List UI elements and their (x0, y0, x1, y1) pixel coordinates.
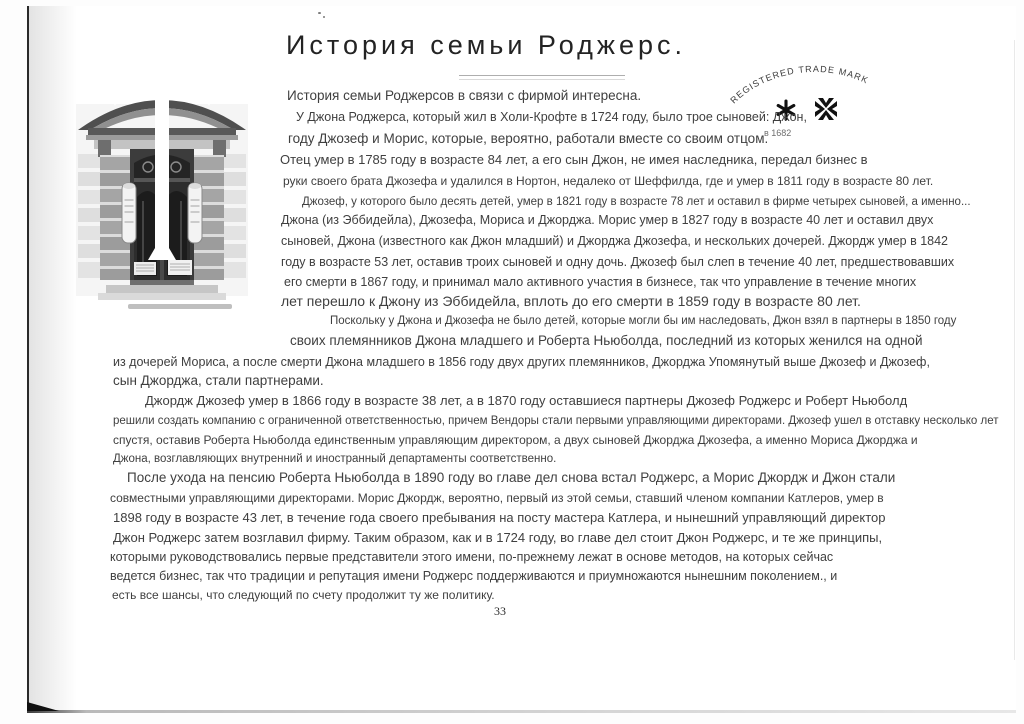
page-bottom-edge (27, 710, 1016, 713)
svg-text:REGISTERED TRADE MARK (728, 64, 870, 105)
title-rule (459, 75, 625, 80)
ground-shadow (128, 304, 232, 309)
text-line: лет перешло к Джону из Эббидейла, вплоть до его смерти в 1859 году в возрасте 80 лет. (281, 293, 861, 309)
step-upper (106, 285, 218, 293)
door-sign-left (134, 262, 156, 275)
text-line: решили создать компанию с ограниченной ответственностью, причем Вендоры стали первыми управляющими директорами. Джозеф ушел в отставку несколько лет (113, 415, 999, 427)
text-line: совместными управляющими директорами. Морис Джордж, вероятно, первый из этой семьи, ставший членом компании Катлеров, умер в (110, 491, 884, 505)
text-line: Джон Роджерс затем возглавил фирму. Таким образом, как и в 1724 году, во главе дел стоит Джон Роджерс, и те же принципы, (113, 530, 883, 545)
binding-shadow (29, 6, 77, 710)
text-line: У Джона Роджерса, который жил в Холи-Крофте в 1724 году, было трое сыновей: Джон, (296, 110, 807, 124)
doorway-photo (72, 70, 252, 312)
showcase-right (188, 183, 202, 243)
text-line: есть все шансы, что следующий по счету продолжит ту же политику. (112, 588, 495, 602)
maltese-cross-icon (815, 98, 837, 120)
text-line: Джона (из Эббидейла), Джозефа, Мориса и Джорджа. Морис умер в 1827 году в возрасте 40 лет и оставил двух (281, 213, 934, 227)
page-number: 33 (494, 604, 506, 618)
text-line: Джордж Джозеф умер в 1866 году в возрасте 38 лет, а в 1870 году оставшиеся партнеры Джозеф Роджерс и Роберт Ньюболд (145, 393, 908, 408)
corbel-left (98, 140, 111, 157)
step-lower (98, 293, 226, 300)
registered-trade-mark-arc-text: REGISTERED TRADE MARK (728, 63, 871, 106)
text-line: году Джозеф и Морис, которые, вероятно, работали вместе со своим отцом. (288, 131, 769, 146)
text-line: сын Джорджа, стали партнерами. (113, 373, 324, 388)
corbel-right (213, 140, 226, 157)
text-line: Поскольку у Джона и Джозефа не было детей, которые могли бы им наследовать, Джон взял в партнеры в 1850 году (330, 315, 957, 327)
page-right-edge (1014, 40, 1015, 660)
text-line: его смерти в 1867 году, и принимал мало активного участия в бизнесе, так что управление в течение многих (284, 275, 917, 289)
text-line: Джозеф, у которого было десять детей, умер в 1821 году в возрасте 78 лет и оставил в фирме четырех сыновей, а именно... (302, 196, 971, 208)
text-line: из дочерей Мориса, а после смерти Джона младшего в 1856 году двух других племянников, Джорджа Упомянутый выше Джозеф и Джозеф, (113, 355, 930, 369)
text-line: Отец умер в 1785 году в возрасте 84 лет, а его сын Джон, не имея наследника, передал бизнес в (280, 152, 868, 167)
page-corner-curl (27, 702, 59, 711)
text-line: История семьи Роджерсов в связи с фирмой интересна. (287, 88, 642, 103)
trademark-year: в 1682 (764, 128, 792, 138)
text-line: После ухода на пенсию Роберта Ньюболда в 1890 году во главе дел снова встал Роджерс, а Морис Джордж и Джон стали (127, 470, 896, 485)
text-line: году в возрасте 53 лет, оставив троих сыновей и одну дочь. Джозеф был слеп в течение 40 лет, предшествовавших (281, 255, 955, 269)
page-title: История семьи Роджерс. (286, 30, 687, 60)
text-line: сыновей, Джона (известного как Джон младший) и Джорджа Джозефа, и нескольких дочерей. Джордж умер в 1842 (281, 234, 949, 248)
dust-speck (323, 16, 325, 18)
dust-speck (318, 12, 321, 14)
showcase-left (122, 183, 136, 243)
text-line: руки своего брата Джозефа и удалился в Нортон, недалеко от Шеффилда, где и умер в 1811 году в возрасте 80 лет. (283, 174, 934, 188)
text-line: спустя, оставив Роберта Ньюболда единственным управляющим директором, а двух сыновей Джорджа Джозефа, а именно Мориса Джорджа и (113, 433, 918, 447)
text-line: своих племянников Джона младшего и Роберта Ньюболда, последний из которых женился на одной (290, 333, 923, 348)
door-sign-right (168, 260, 192, 275)
text-line: 1898 году в возрасте 43 лет, в течение года своего пребывания на посту мастера Катлера, и нынешний управляющий директор (113, 510, 886, 525)
text-line: которыми руководствовались первые представители этого имени, по-прежнему лежат в основе методов, на которых сейчас (110, 550, 834, 564)
text-line: ведется бизнес, так что традиции и репутация имени Роджерс поддерживаются и приумножаются нынешним поколением., и (110, 569, 838, 583)
threshold (130, 280, 194, 285)
text-line: Джона, возглавляющих внутренний и иностранный департаменты соответственно. (113, 453, 557, 465)
page-left-edge (27, 6, 29, 710)
